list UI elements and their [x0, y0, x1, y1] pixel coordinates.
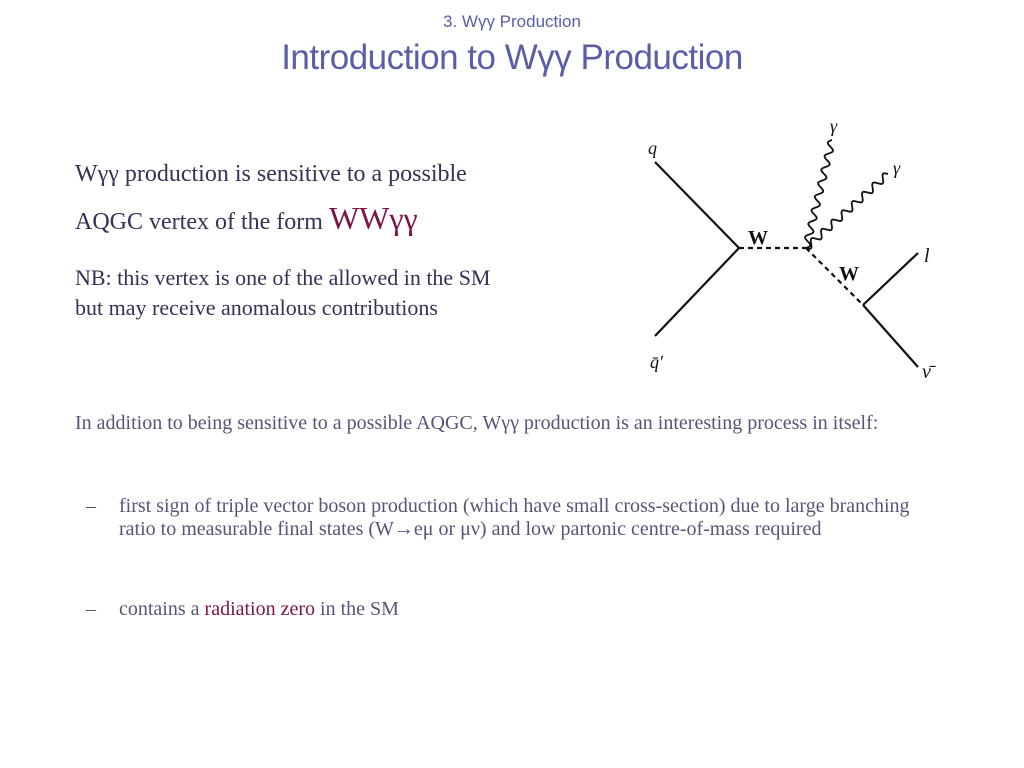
- intro-paragraph: [75, 152, 595, 244]
- bullet-suffix: in the SM: [320, 598, 399, 620]
- intro-line-1: Wγγ production is sensitive to a possible: [75, 161, 467, 187]
- lepton-line: [863, 253, 918, 305]
- bullet-dash: –: [86, 598, 96, 620]
- vertex-formula: WWγγ: [328, 200, 418, 236]
- note-line-1: NB: this vertex is one of the allowed in the SM: [75, 265, 491, 290]
- label-nubar: ν̄: [922, 361, 931, 383]
- page-title: Introduction to Wγγ Production: [281, 38, 743, 77]
- label-gamma1: γ: [830, 116, 838, 136]
- bullet-prefix: contains a: [119, 598, 200, 620]
- radiation-zero-highlight: radiation zero: [204, 598, 316, 620]
- section-title: 3. Wγγ Production: [443, 12, 581, 31]
- bullet-text: [119, 598, 934, 621]
- bullet-text: first sign of triple vector boson production (which have small cross-section) due to large branching ratio to measurable final states (W→eμ or μν) and low partonic centre-of-mass required: [119, 495, 910, 540]
- feynman-diagram: [620, 110, 960, 390]
- label-w1: W: [748, 227, 768, 249]
- label-gamma2: γ: [893, 158, 901, 178]
- intro-line-2-prefix: AQGC vertex of the form: [75, 209, 323, 235]
- note-paragraph: [75, 263, 595, 323]
- label-q: q: [648, 138, 657, 158]
- antiquark-line: [655, 248, 739, 336]
- label-qbar: q̄′: [650, 352, 663, 372]
- intro-line-2: [75, 196, 595, 244]
- bullet-dash: –: [86, 495, 96, 517]
- photon-line-1: [805, 140, 833, 248]
- addition-paragraph: In addition to being sensitive to a possible AQGC, Wγγ production is an interesting process in itself:: [75, 412, 879, 434]
- label-w2: W: [839, 263, 859, 285]
- label-lepton: l: [924, 245, 930, 267]
- neutrino-line: [863, 305, 918, 367]
- note-line-2: but may receive anomalous contributions: [75, 295, 438, 320]
- quark-line: [655, 162, 739, 248]
